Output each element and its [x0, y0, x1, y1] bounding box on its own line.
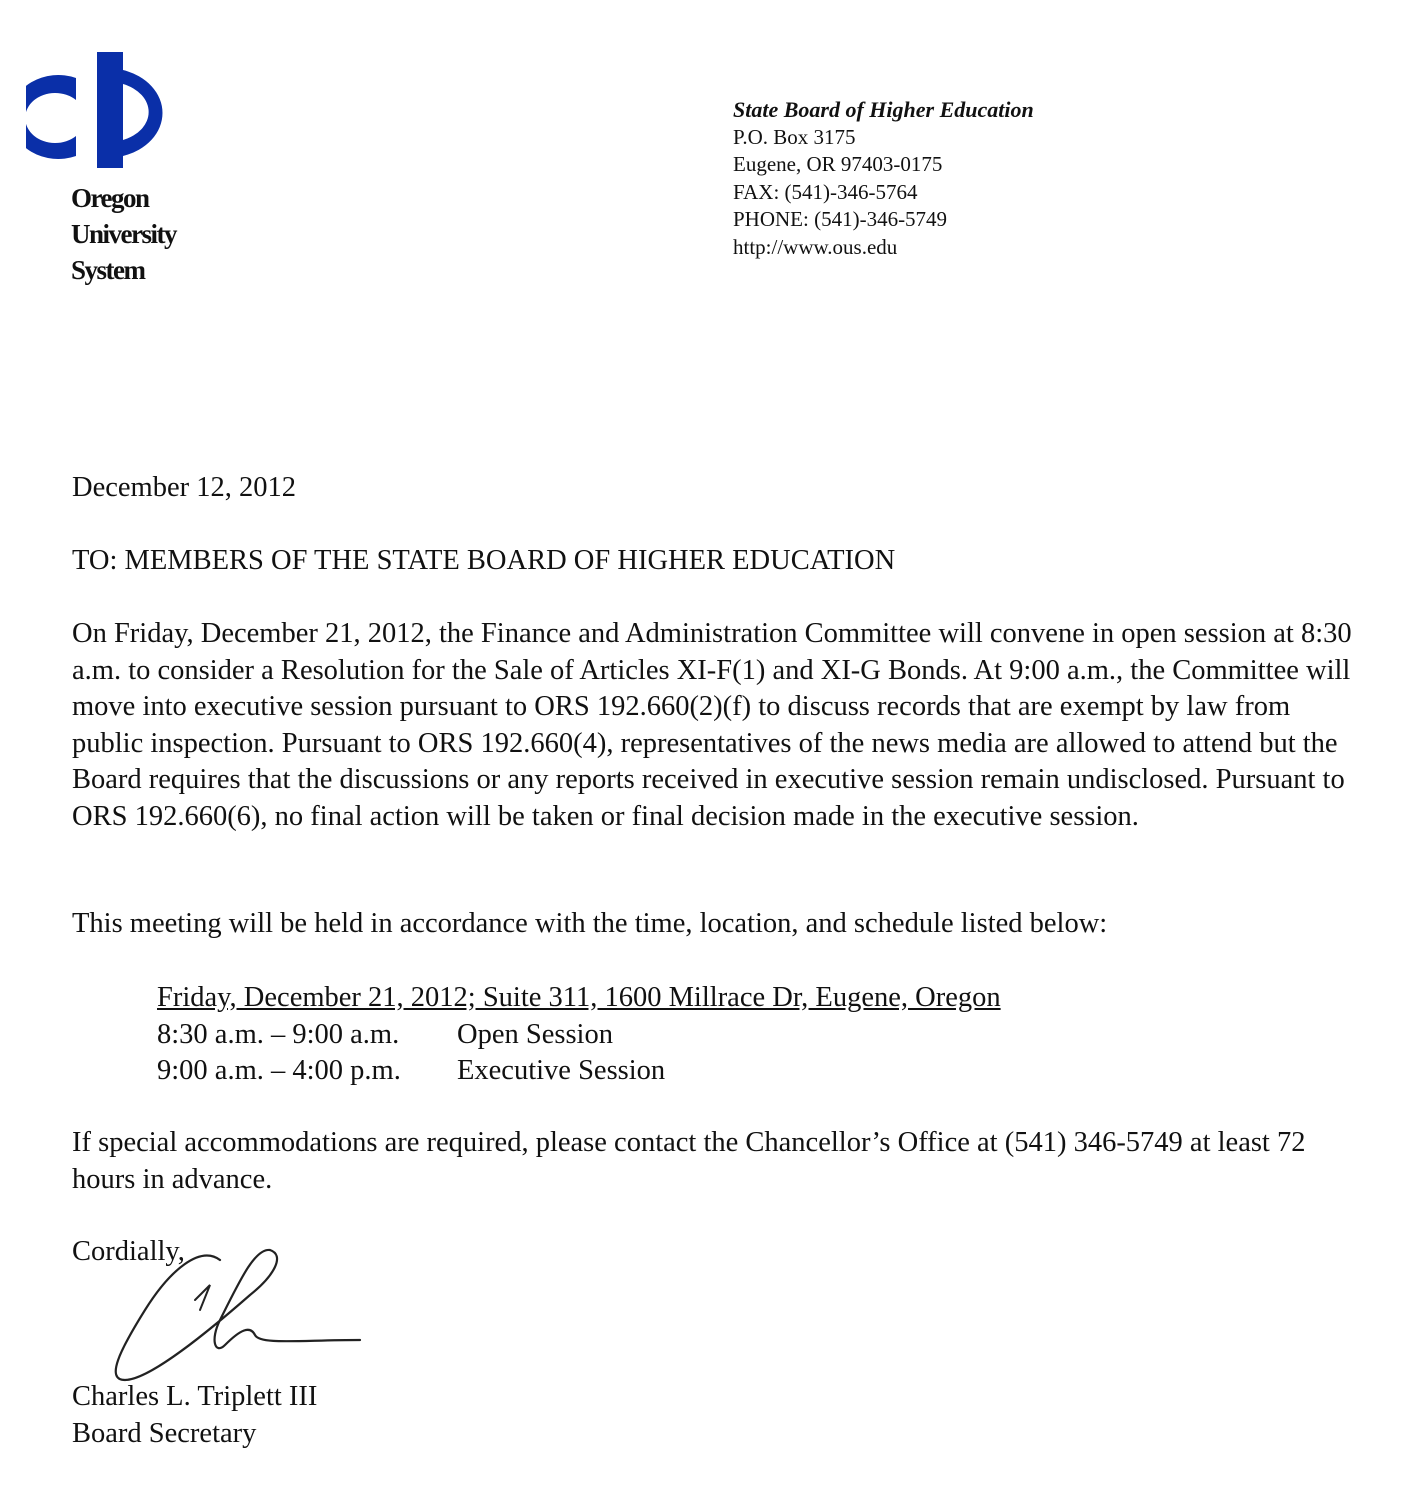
website-link[interactable]: http://www.ous.edu: [733, 234, 898, 259]
schedule-row: [157, 1053, 1001, 1090]
signer-name: Charles L. Triplett III: [72, 1381, 318, 1412]
org-name-line: Oregon: [71, 183, 149, 213]
schedule-time: 9:00 a.m. – 4:00 p.m.: [157, 1055, 401, 1086]
org-name-line: System: [71, 255, 145, 285]
schedule-intro-paragraph: This meeting will be held in accordance with the time, location, and schedule listed below:: [72, 908, 1108, 939]
po-box: P.O. Box 3175: [733, 124, 856, 149]
fax-number: FAX: (541)-346-5764: [733, 179, 918, 204]
meeting-schedule: [157, 980, 1001, 1090]
schedule-location: Friday, December 21, 2012; Suite 311, 1600 Millrace Dr, Eugene, Oregon: [157, 982, 1001, 1013]
ous-logo-icon: [26, 48, 176, 173]
schedule-row: [157, 1017, 1001, 1054]
letterhead-address: [733, 96, 1034, 261]
board-name: State Board of Higher Education: [733, 97, 1034, 122]
phone-number: PHONE: (541)-346-5749: [733, 207, 948, 231]
schedule-time: 8:30 a.m. – 9:00 a.m.: [157, 1018, 400, 1050]
city-state-zip: Eugene, OR 97403-0175: [733, 152, 943, 176]
letter-date: December 12, 2012: [72, 472, 296, 503]
recipient-line: TO: MEMBERS OF THE STATE BOARD OF HIGHER EDUCATION: [72, 545, 896, 576]
schedule-session: Executive Session: [457, 1055, 666, 1086]
signer-block: [72, 1379, 317, 1452]
schedule-session: Open Session: [457, 1018, 613, 1050]
signer-title: Board Secretary: [72, 1417, 257, 1449]
org-name: [71, 180, 176, 288]
signature-icon: [100, 1240, 370, 1395]
accommodations-paragraph: If special accommodations are required, please contact the Chancellor’s Office at (541) 346-5749 at least 72 hours in advance.: [72, 1127, 1306, 1195]
org-name-line: University: [71, 219, 176, 249]
closing: Cordially,: [72, 1236, 185, 1267]
meeting-notice-paragraph: On Friday, December 21, 2012, the Finance and Administration Committee will convene in open session at 8:30 a.m. to consider a Resolution for the Sale of Articles XI-F(1) and XI-G Bonds. At 9:00 a.m., the Committee will move into executive session pursuant to ORS 192.660(2)(f) to discuss records that are exempt by law from public inspection. Pursuant to ORS 192.660(4), representatives of the news media are allowed to attend but the Board requires that the discussions or any reports received in executive session remain undisclosed. Pursuant to ORS 192.660(6), no final action will be taken or final decision made in the executive session.: [72, 618, 1352, 832]
